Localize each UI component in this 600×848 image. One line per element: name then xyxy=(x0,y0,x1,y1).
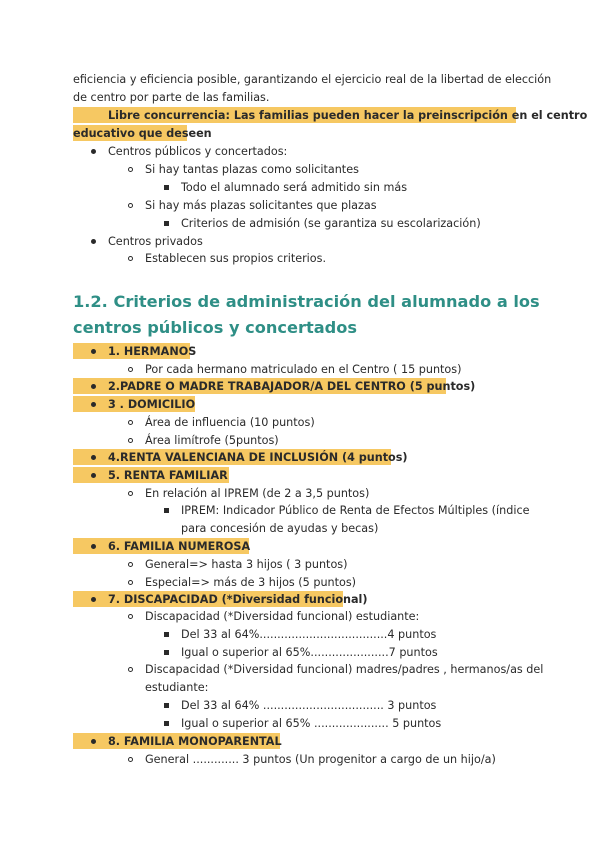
criterion-8-sub1: General ............. 3 puntos (Un progenitor a cargo de un hijo/a) xyxy=(145,753,496,766)
criterion-7-sub2-line-2: estudiante: xyxy=(145,681,209,694)
bullet-square xyxy=(164,508,169,513)
publicos-sub2-item: Criterios de admisión (se garantiza su escolarización) xyxy=(181,217,481,230)
criterion-7-sub1-b: Igual o superior al 65%......................7 puntos xyxy=(181,646,438,659)
criterion-3-title: 3 . DOMICILIO xyxy=(108,398,196,411)
bullet-disc xyxy=(91,402,96,407)
criterion-5-sub1-item-line-2: para concesión de ayudas y becas) xyxy=(181,522,379,535)
criterion-8-title: 8. FAMILIA MONOPARENTAL xyxy=(108,735,282,748)
criterion-3-sub2: Área limítrofe (5puntos) xyxy=(145,434,279,447)
bullet-circle xyxy=(128,614,133,619)
bullet-disc xyxy=(91,597,96,602)
bullet-square xyxy=(164,632,169,637)
criterion-5-sub1: En relación al IPREM (de 2 a 3,5 puntos) xyxy=(145,487,370,500)
criterion-6-sub2: Especial=> más de 3 hijos (5 puntos) xyxy=(145,576,357,589)
publicos-sub2: Si hay más plazas solicitantes que plazas xyxy=(145,199,377,212)
bullet-square xyxy=(164,721,169,726)
criterion-7-sub1: Discapacidad (*Diversidad funcional) estudiante: xyxy=(145,610,420,623)
bullet-circle xyxy=(128,757,133,762)
bullet-disc xyxy=(91,149,96,154)
publicos-label: Centros públicos y concertados: xyxy=(108,145,288,158)
bullet-disc xyxy=(91,239,96,244)
bullet-disc xyxy=(91,349,96,354)
bullet-disc xyxy=(91,455,96,460)
criterion-7-sub2-b: Igual o superior al 65% ..................... 5 puntos xyxy=(181,717,442,730)
libre-concurrencia-line-1: Libre concurrencia: Las familias pueden hacer la preinscripción en el centro xyxy=(108,109,588,122)
publicos-sub1: Si hay tantas plazas como solicitantes xyxy=(145,163,359,176)
bullet-square xyxy=(164,221,169,226)
intro-line-2: de centro por parte de las familias. xyxy=(73,91,270,104)
bullet-disc xyxy=(91,384,96,389)
criterion-7-title: 7. DISCAPACIDAD (*Diversidad funcional) xyxy=(108,593,368,606)
publicos-sub1-item: Todo el alumnado será admitido sin más xyxy=(181,181,408,194)
privados-label: Centros privados xyxy=(108,235,203,248)
bullet-circle xyxy=(128,256,133,261)
criterion-6-title: 6. FAMILIA NUMEROSA xyxy=(108,540,251,553)
criterion-2-title: 2.PADRE O MADRE TRABAJADOR/A DEL CENTRO (5 puntos) xyxy=(108,380,476,393)
bullet-circle xyxy=(128,438,133,443)
criterion-1-title: 1. HERMANOS xyxy=(108,345,197,358)
section-heading-line-1: 1.2. Criterios de administración del alumnado a los xyxy=(73,292,540,311)
criterion-4-title: 4.RENTA VALENCIANA DE INCLUSIÓN (4 puntos) xyxy=(108,451,408,464)
bullet-square xyxy=(164,185,169,190)
bullet-circle xyxy=(128,420,133,425)
criterion-3-sub1: Área de influencia (10 puntos) xyxy=(145,416,315,429)
criterion-7-sub1-a: Del 33 al 64%....................................4 puntos xyxy=(181,628,437,641)
bullet-circle xyxy=(128,203,133,208)
bullet-circle xyxy=(128,562,133,567)
intro-line-1: eficiencia y eficiencia posible, garantizando el ejercicio real de la libertad de elección xyxy=(73,73,552,86)
bullet-disc xyxy=(91,473,96,478)
bullet-disc xyxy=(91,739,96,744)
criterion-5-sub1-item-line-1: IPREM: Indicador Público de Renta de Efectos Múltiples (índice xyxy=(181,504,530,517)
section-heading-line-2: centros públicos y concertados xyxy=(73,318,357,337)
libre-concurrencia-line-2: educativo que deseen xyxy=(73,127,212,140)
bullet-circle xyxy=(128,580,133,585)
bullet-circle xyxy=(128,667,133,672)
criterion-1-sub1: Por cada hermano matriculado en el Centro ( 15 puntos) xyxy=(145,363,462,376)
privados-sub1: Establecen sus propios criterios. xyxy=(145,252,327,265)
bullet-disc xyxy=(91,544,96,549)
bullet-square xyxy=(164,703,169,708)
bullet-square xyxy=(164,650,169,655)
bullet-circle xyxy=(128,167,133,172)
bullet-circle xyxy=(128,367,133,372)
bullet-circle xyxy=(128,491,133,496)
criterion-7-sub2-a: Del 33 al 64% .................................. 3 puntos xyxy=(181,699,437,712)
criterion-6-sub1: General=> hasta 3 hijos ( 3 puntos) xyxy=(145,558,348,571)
criterion-7-sub2-line-1: Discapacidad (*Diversidad funcional) madres/padres , hermanos/as del xyxy=(145,663,544,676)
criterion-5-title: 5. RENTA FAMILIAR xyxy=(108,469,228,482)
